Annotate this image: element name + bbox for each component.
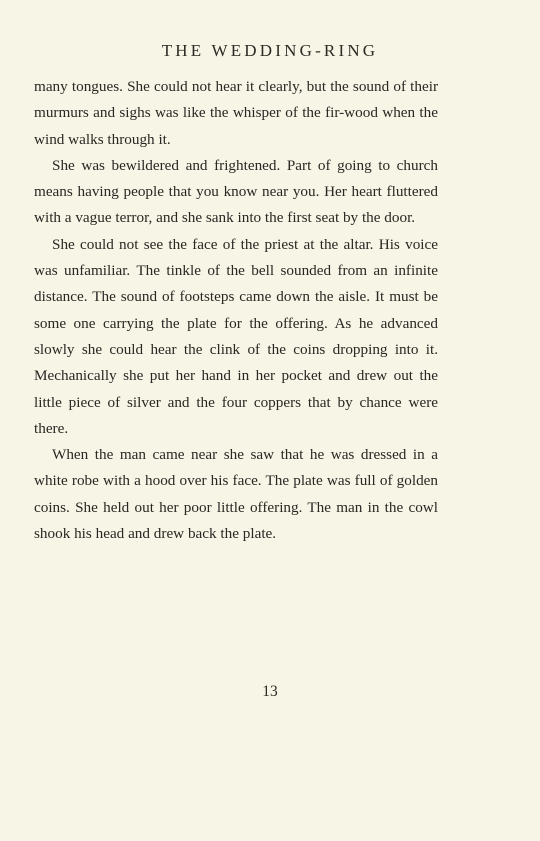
paragraph: She was bewildered and frightened. Part of going to church means having people that you know near you. Her heart fluttered with a vague terror, and she sank into the first seat by the door. <box>34 156 438 227</box>
body-text <box>34 74 438 547</box>
paragraph: When the man came near she saw that he was dressed in a white robe with a hood over his face. The plate was full of golden coins. She held out her poor little offering. The man in the cowl shook his head and drew back the plate. <box>34 446 438 543</box>
running-head: THE WEDDING-RING <box>161 41 379 60</box>
page-number: 13 <box>262 683 278 700</box>
paragraph: She could not see the face of the priest at the altar. His voice was unfamiliar. The tinkle of the bell sounded from an infinite distance. The sound of footsteps came down the aisle. It must be some one carrying the plate for the offering. As he advanced slowly she could hear the clink of the coins dropping into it. Mechanically she put her hand in her pocket and drew out the little piece of silver and the four coppers that by chance were there. <box>34 235 438 437</box>
paragraph-continued: many tongues. She could not hear it clearly, but the sound of their murmurs and sighs was like the whisper of the fir-wood when the wind walks through it. <box>34 78 438 148</box>
